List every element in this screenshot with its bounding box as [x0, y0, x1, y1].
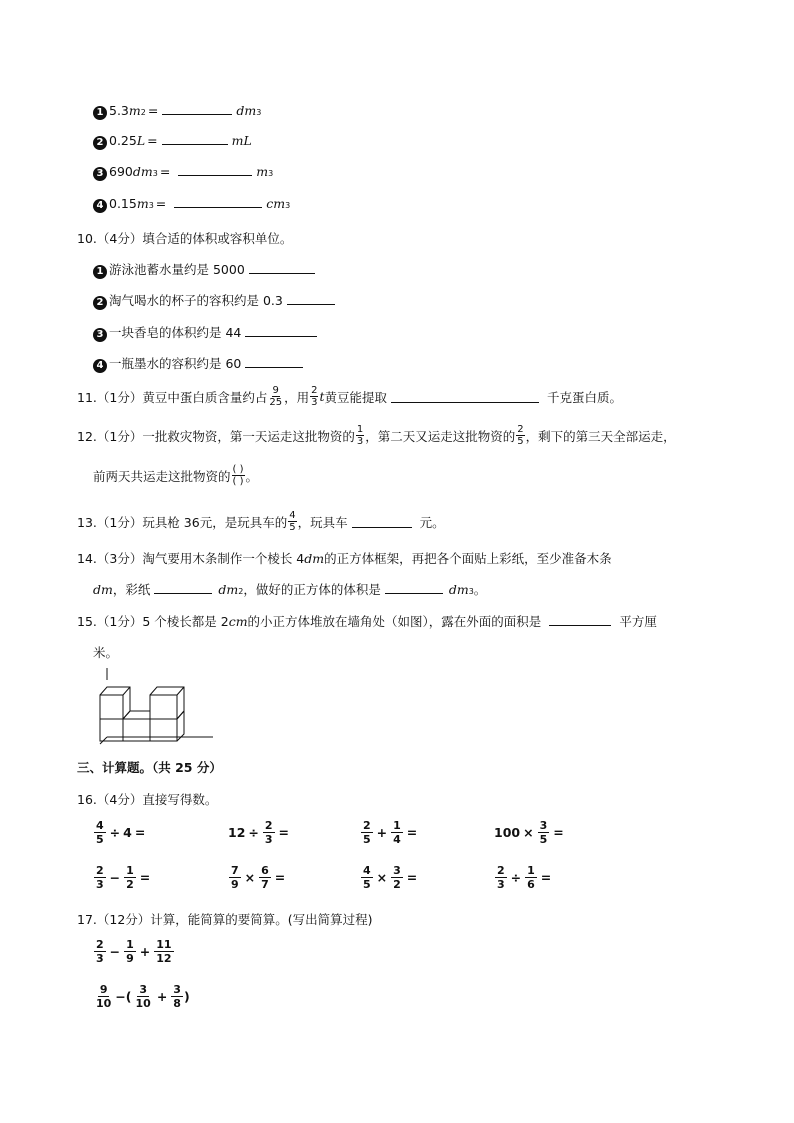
q16-expr-7: $\frac{4}{5}$ × $\frac{3}{2}$ = — [363, 864, 418, 891]
circled-number: 2 — [93, 296, 107, 310]
answer-blank[interactable] — [162, 103, 232, 115]
q10-item-1: 1 游泳池蓄水量约是 5000 — [93, 260, 319, 279]
section-heading: 三、计算题。（共 25 分） — [77, 760, 222, 775]
q11: 11.（1分）黄豆中蛋白质含量约占 $\frac{9}{25}$ ，用 $\frac{2}{3}$ t 黄豆能提取 千克蛋白质。 — [77, 385, 623, 408]
q16-expr-1: $\frac{4}{5}$ ÷ 4 = — [96, 819, 146, 846]
q15-line-1: 15.（1分）5 个棱长都是 2 cm 的小正方体堆放在墙角处（如图），露在外面的面积是 平方厘 — [77, 614, 657, 629]
fraction: $\frac{9}{25}$ — [269, 385, 283, 408]
answer-blank[interactable] — [245, 356, 303, 368]
answer-blank[interactable] — [352, 516, 412, 528]
answer-blank[interactable] — [245, 325, 317, 337]
answer-blank[interactable] — [178, 164, 252, 176]
fraction: $\frac{2}{5}$ — [517, 424, 524, 447]
q17-expr-1: $\frac{2}{3}$ − $\frac{1}{9}$ + $\frac{11}{12}$ — [96, 938, 172, 965]
answer-blank[interactable] — [154, 582, 212, 594]
q16-expr-8: $\frac{2}{3}$ ÷ $\frac{1}{6}$ = — [497, 864, 552, 891]
answer-blank[interactable] — [549, 614, 611, 626]
answer-blank[interactable] — [391, 391, 539, 403]
circled-number: 4 — [93, 199, 107, 213]
q9-item-4: 4 0.15 m 3 = cm 3 — [93, 196, 290, 213]
q9-item-3: 3 690 dm 3 = m 3 — [93, 164, 273, 181]
cubes-corner-figure — [90, 666, 215, 748]
q16-expr-6: $\frac{7}{9}$ × $\frac{6}{7}$ = — [231, 864, 286, 891]
circled-number: 1 — [93, 106, 107, 120]
q14-line-1: 14.（3分）淘气要用木条制作一个棱长 4 dm 的正方体框架，再把各个面贴上彩纸，至少准备木条 — [77, 551, 612, 566]
q16-expr-4: 100 × $\frac{3}{5}$ = — [494, 819, 564, 846]
q16-heading: 16.（4分）直接写得数。 — [77, 792, 218, 807]
circled-number: 1 — [93, 265, 107, 279]
q9-item-2: 2 0.25 L = mL — [93, 133, 252, 150]
q16-expr-2: 12 ÷ $\frac{2}{3}$ = — [228, 819, 290, 846]
q10-item-3: 3 一块香皂的体积约是 44 — [93, 323, 321, 342]
q16-expr-3: $\frac{2}{5}$ + $\frac{1}{4}$ = — [363, 819, 418, 846]
q10-heading: 10.（4分）填合适的体积或容积单位。 — [77, 231, 293, 246]
q16-expr-5: $\frac{2}{3}$ − $\frac{1}{2}$ = — [96, 864, 151, 891]
circled-number: 3 — [93, 328, 107, 342]
q9-item-1: 1 5.3 m 2 = dm 3 — [93, 103, 261, 120]
q14-line-2: dm ，彩纸 dm 2 ，做好的正方体的体积是 dm 3 。 — [93, 582, 487, 597]
q12-line-1: 12.（1分）一批救灾物资，第一天运走这批物资的 $\frac{1}{3}$ ，第二天又运走这批物资的 $\frac{2}{5}$ ，剩下的第三天全部运走， — [77, 424, 676, 447]
answer-fraction-blank[interactable]: $\frac{( )}{( )}$ — [232, 464, 244, 487]
circled-number: 2 — [93, 136, 107, 150]
fraction: $\frac{2}{3}$ — [311, 385, 318, 408]
fraction: $\frac{4}{5}$ — [289, 510, 296, 533]
q15-line-2: 米。 — [93, 645, 119, 660]
circled-number: 4 — [93, 359, 107, 373]
q10-item-4: 4 一瓶墨水的容积约是 60 — [93, 354, 307, 373]
q12-line-2: 前两天共运走这批物资的 $\frac{( )}{( )}$ 。 — [93, 464, 259, 487]
answer-blank[interactable] — [385, 582, 443, 594]
fraction: $\frac{1}{3}$ — [356, 424, 364, 447]
circled-number: 3 — [93, 167, 107, 181]
answer-blank[interactable] — [287, 293, 335, 305]
answer-blank[interactable] — [174, 196, 262, 208]
answer-blank[interactable] — [162, 133, 228, 145]
q10-item-2: 2 淘气喝水的杯子的容积约是 0.3 — [93, 291, 339, 310]
q13: 13.（1分）玩具枪 36元，是玩具车的 $\frac{4}{5}$ ，玩具车 元。 — [77, 510, 445, 533]
q17-heading: 17.（12分）计算，能简算的要简算。(写出简算过程) — [77, 912, 373, 927]
q17-expr-2: $\frac{9}{10}$ −( $\frac{3}{10}$ + $\frac{3}{8}$ ) — [96, 983, 190, 1010]
answer-blank[interactable] — [249, 262, 315, 274]
